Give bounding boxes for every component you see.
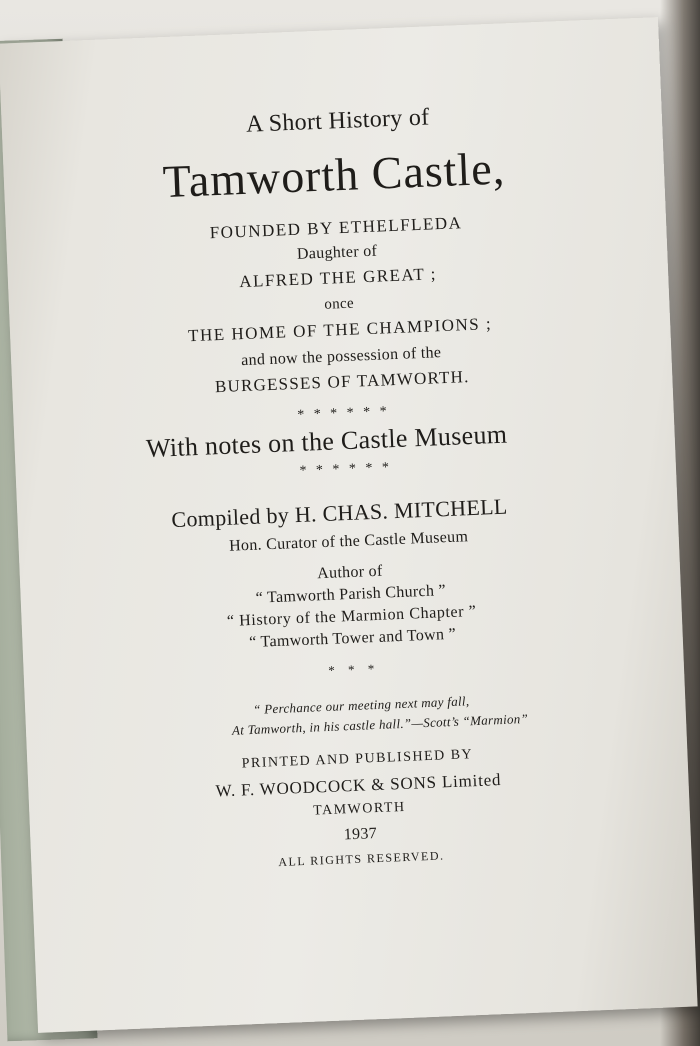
possession-line: and now the possession of the	[240, 344, 442, 370]
once-line: once	[324, 295, 355, 313]
work-item: “ Tamworth Parish Church ”	[255, 582, 447, 607]
author-of-line: Author of	[316, 562, 383, 583]
ornament-stars-top: * * * * * *	[297, 404, 391, 423]
ornament-stars-bottom: * * * * * *	[299, 460, 393, 479]
work-item: “ Tamworth Tower and Town ”	[248, 625, 457, 652]
book-title: Tamworth Castle,	[161, 142, 507, 208]
title-page	[0, 17, 698, 1033]
quote-line-2: At Tamworth, in his castle hall.”—Scott’s “Marmion”	[231, 710, 529, 738]
notes-line: With notes on the Castle Museum	[145, 419, 508, 464]
curator-line: Hon. Curator of the Castle Museum	[228, 528, 469, 555]
daughter-line: Daughter of	[296, 242, 378, 263]
title-top-line: A Short History of	[245, 104, 430, 138]
ornament-stars-small: * * *	[328, 660, 380, 678]
alfred-line: ALFRED THE GREAT ;	[238, 264, 438, 292]
quote-line-1: “ Perchance our meeting next may fall,	[252, 693, 470, 717]
compiler-line: Compiled by H. CHAS. MITCHELL	[170, 493, 508, 533]
place-line: TAMWORTH	[312, 799, 406, 819]
publisher-line: W. F. WOODCOCK & SONS Limited	[215, 770, 502, 801]
burgesses-line: BURGESSES OF TAMWORTH.	[214, 367, 470, 397]
year-line: 1937	[343, 825, 378, 844]
home-line: THE HOME OF THE CHAMPIONS ;	[187, 314, 493, 346]
printed-by-line: PRINTED AND PUBLISHED BY	[241, 747, 474, 772]
founded-line: FOUNDED BY ETHELFLEDA	[209, 213, 463, 243]
rights-line: ALL RIGHTS RESERVED.	[278, 848, 445, 870]
work-item: “ History of the Marmion Chapter ”	[226, 602, 477, 630]
